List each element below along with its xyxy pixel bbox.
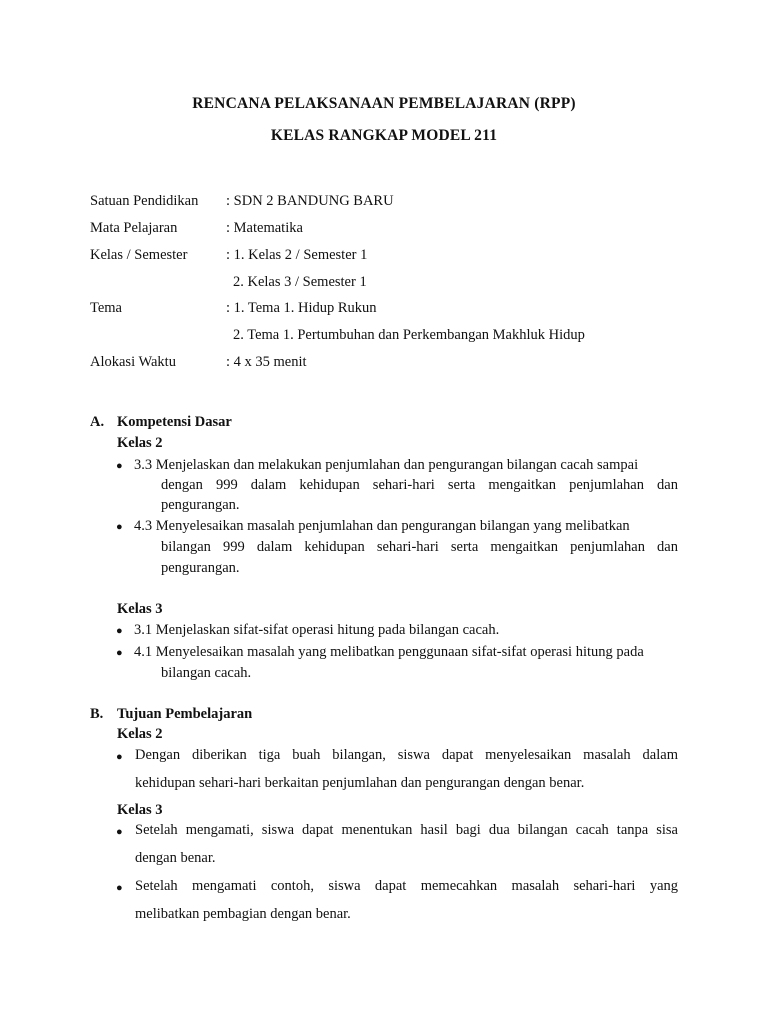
bullet-icon: ● [116,882,123,894]
bullet-icon: ● [116,751,123,763]
section-a-title: Kompetensi Dasar [117,414,232,430]
kd-3-3-line-2: dengan 999 dalam kehidupan sehari-hari serta mengaitkan penjumlahan dan [161,477,678,493]
section-a-kelas3-heading: Kelas 3 [117,601,163,617]
kd-4-1-line-1: 4.1 Menyelesaikan masalah yang melibatkan penggunaan sifat-sifat operasi hitung pada [134,644,644,660]
tp-kelas3a-line-2: dengan benar. [135,850,216,866]
bullet-icon: ● [116,521,123,533]
kelas-value-1: : 1. Kelas 2 / Semester 1 [226,247,368,263]
tp-kelas3b-line-2: melibatkan pembagian dengan benar. [135,906,351,922]
kd-3-1-line-1: 3.1 Menjelaskan sifat-sifat operasi hitung pada bilangan cacah. [134,622,500,638]
kd-4-3-line-2: bilangan 999 dalam kehidupan sehari-hari serta mengaitkan penjumlahan dan [161,539,678,555]
kelas-label: Kelas / Semester [90,247,188,263]
tp-kelas2-line-1: Dengan diberikan tiga buah bilangan, siswa dapat menyelesaikan masalah dalam [135,747,678,763]
bullet-icon: ● [116,826,123,838]
section-b-kelas2-heading: Kelas 2 [117,726,163,742]
tema-value-2: 2. Tema 1. Pertumbuhan dan Perkembangan Makhluk Hidup [233,327,585,343]
section-b-letter: B. [90,706,104,722]
tp-kelas2-line-2: kehidupan sehari-hari berkaitan penjumlahan dan pengurangan dengan benar. [135,775,585,791]
mapel-value: : Matematika [226,220,303,236]
tp-kelas3b-line-1: Setelah mengamati contoh, siswa dapat memecahkan masalah sehari-hari yang [135,878,678,894]
tema-value-1: : 1. Tema 1. Hidup Rukun [226,300,377,316]
alokasi-value: : 4 x 35 menit [226,354,307,370]
kd-4-3-line-3: pengurangan. [161,560,240,576]
document-subtitle: KELAS RANGKAP MODEL 211 [270,127,498,144]
bullet-icon: ● [116,647,123,659]
section-a-kelas2-heading: Kelas 2 [117,435,163,451]
alokasi-label: Alokasi Waktu [90,354,176,370]
tema-label: Tema [90,300,122,316]
kd-3-3-line-3: pengurangan. [161,497,240,513]
kelas-value-2: 2. Kelas 3 / Semester 1 [233,274,367,290]
document-title: RENCANA PELAKSANAAN PEMBELAJARAN (RPP) [192,95,576,112]
satuan-label: Satuan Pendidikan [90,193,199,209]
kd-3-3-line-1: 3.3 Menjelaskan dan melakukan penjumlahan dan pengurangan bilangan cacah sampai [134,457,639,473]
section-a-letter: A. [90,414,105,430]
tp-kelas3a-line-1: Setelah mengamati, siswa dapat menentukan hasil bagi dua bilangan cacah tanpa sisa [135,822,678,838]
section-b-kelas3-heading: Kelas 3 [117,802,163,818]
kd-4-1-line-2: bilangan cacah. [161,665,252,681]
mapel-label: Mata Pelajaran [90,220,178,236]
bullet-icon: ● [116,460,123,472]
kd-4-3-line-1: 4.3 Menyelesaikan masalah penjumlahan dan pengurangan bilangan yang melibatkan [134,518,630,534]
bullet-icon: ● [116,625,123,637]
satuan-value: : SDN 2 BANDUNG BARU [226,193,394,209]
section-b-title: Tujuan Pembelajaran [117,706,253,722]
